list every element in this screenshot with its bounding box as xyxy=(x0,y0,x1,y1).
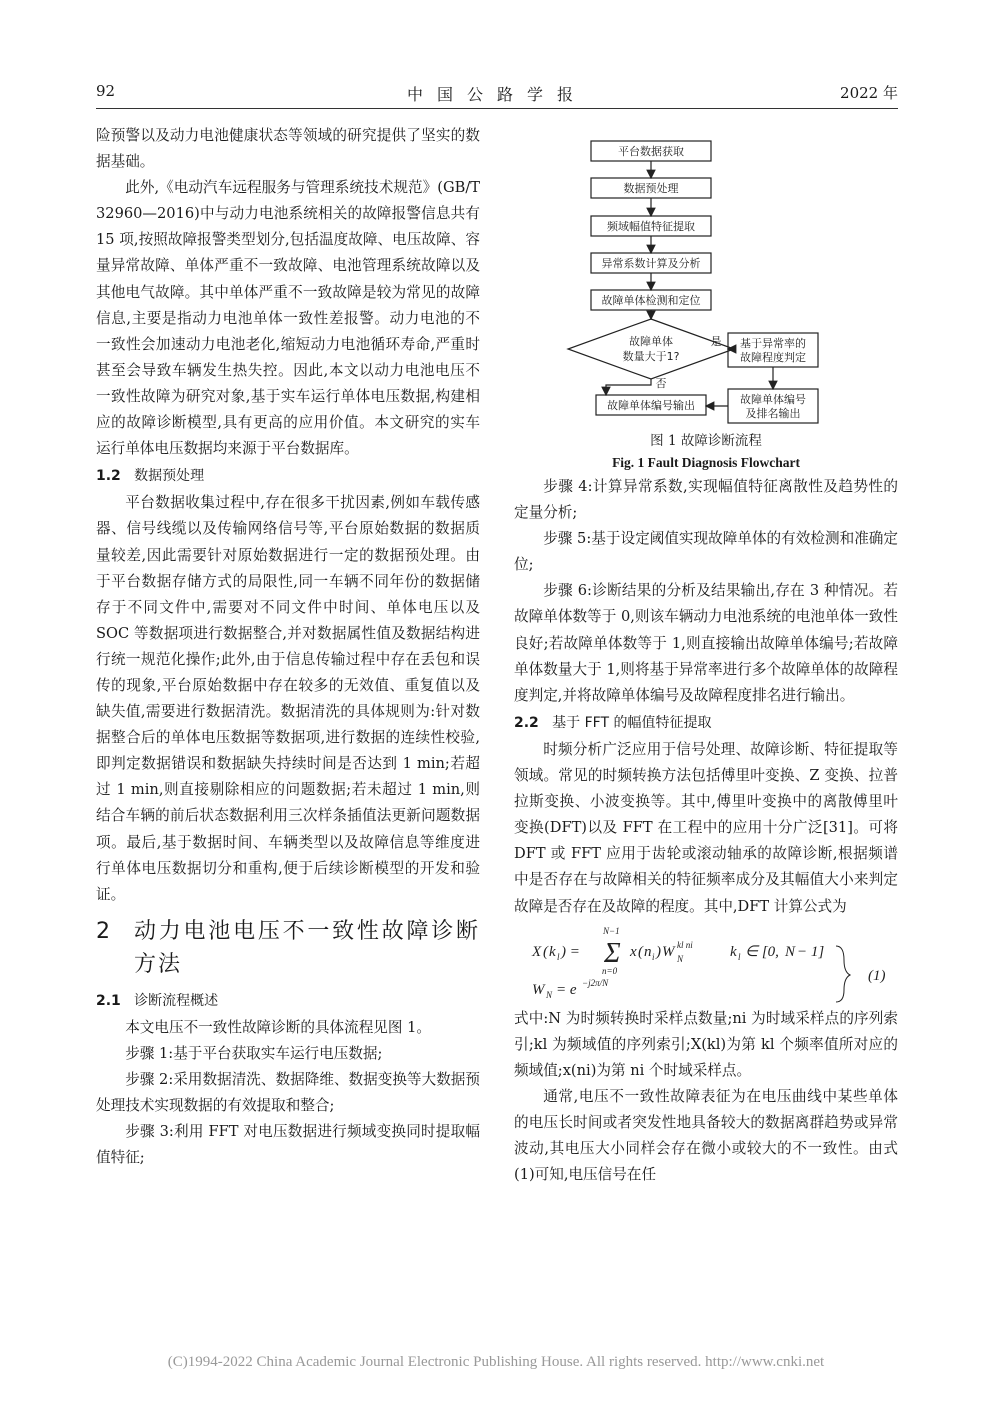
svg-text:k: k xyxy=(730,943,737,960)
paragraph: 本文电压不一致性故障诊断的具体流程见图 1。 xyxy=(125,1018,431,1036)
journal-title: 中国公路学报 xyxy=(406,85,587,104)
paragraph: 式中:N 为时频转换时采样点数量;ni 为时域采样点的序列索引;kl 为频域值的序列索引;X(kl)为第 kl 个频率值所对应的频域值;x(ni)为第 ni 个时域采样点。 xyxy=(514,1009,898,1079)
paragraph: 通常,电压不一致性故障表征为在电压曲线中某些单体的电压长时间或者突发性地具备较大的数据离群趋势或异常波动,其电压大小同样会存在微小或较大的不一致性。由式(1)可知,电压信号在任 xyxy=(514,1087,898,1184)
figure-caption-en: Fig. 1 Fault Diagnosis Flowchart xyxy=(612,455,800,470)
svg-text:n: n xyxy=(644,943,652,960)
svg-text:= e: = e xyxy=(556,981,577,998)
svg-text:W: W xyxy=(532,981,545,998)
journal-year: 2022 年 xyxy=(840,84,898,102)
svg-text:): ) xyxy=(656,943,661,960)
paragraph: 步骤 6:诊断结果的分析及结果输出,存在 3 种情况。若故障单体数等于 0,则该车辆动力电池系统的电池单体一致性良好;若故障单体数等于 1,则直接输出故障单体编号;若故障单体数量大于 1,则将基于异常率进行多个故障单体的故障程度判定,并将故障单体编号及故障程度排名进行输出。 xyxy=(514,582,898,704)
figure-caption-cn: 图 1 故障诊断流程 xyxy=(650,433,762,449)
header-rule xyxy=(96,108,898,109)
svg-text:X: X xyxy=(532,943,542,960)
rank-label-2: 及排名输出 xyxy=(745,407,801,420)
section-heading-2-2: 2.2 基于 FFT 的幅值特征提取 xyxy=(514,714,712,731)
svg-text:n=0: n=0 xyxy=(602,965,618,976)
decision-diamond xyxy=(568,319,734,379)
equation-graphic xyxy=(514,920,898,1006)
copyright-footer: (C)1994-2022 China Academic Journal Electronic Publishing House. All rights reserved. http://www.cnki.net xyxy=(167,1354,825,1370)
svg-text:l: l xyxy=(738,951,741,962)
page-number: 92 xyxy=(96,82,116,100)
paragraph: 步骤 1:基于平台获取实车运行电压数据; xyxy=(125,1045,383,1062)
severity-label-1: 基于异常率的 xyxy=(740,337,806,350)
svg-text:x: x xyxy=(630,943,637,960)
equation-1 xyxy=(514,920,898,1006)
paragraph: 步骤 5:基于设定阈值实现故障单体的有效检测和准确定位; xyxy=(514,530,898,574)
svg-text:N: N xyxy=(785,943,796,960)
rank-label-1: 故障单体编号 xyxy=(740,393,806,406)
flow-box-3-label: 频域幅值特征提取 xyxy=(607,220,695,233)
right-column xyxy=(514,123,898,1188)
flowchart-figure xyxy=(514,123,898,430)
paragraph: 步骤 4:计算异常系数,实现幅值特征离散性及趋势性的定量分析; xyxy=(514,478,898,522)
running-header xyxy=(96,82,898,110)
flow-box-5-label: 故障单体检测和定位 xyxy=(601,294,701,307)
paragraph: 此外,《电动汽车远程服务与管理系统技术规范》(GB/T 32960—2016)中与动力电池系统相关的故障报警信息共有 15 项,按照故障报警类型划分,包括温度故障、电压故障、容量异常故障、单体严重不一致故障、电池管理系统故障以及其他电气故障。其中单体严重不一致故障是较为常见的故障信息,主要是指动力电池单体一致性差报警。动力电池的不一致性会加速动力电池老化,缩短动力电池循环寿命,严重时甚至会导致车辆发生热失控。因此,本文以动力电池电压不一致性故障为研究对象,基于实车运行单体电压数据,构建相应的故障诊断模型,具有更高的应用价值。本文研究的实车运行单体电压数据均来源于平台数据库。 xyxy=(96,179,480,458)
paragraph: 平台数据收集过程中,存在很多干扰因素,例如车载传感器、信号线缆以及传输网络信号等,平台原始数据的数据质量较差,因此需要针对原始数据进行一定的数据预处理。由于平台数据存储方式的局限性,同一车辆不同年份的数据储存于不同文件中,需要对不同文件中时间、单体电压以及 SOC 等数据项进行数据整合,并对数据属性值及数据结构进行统一规范化操作;此外,由于信息传输过程中存在丢包和误传的现象,平台原始数据中存在较多的无效值、重复值以及缺失值,需要进行数据清洗。数据清洗的具体规则为:针对数据整合后的单体电压数据等数据项,进行数据的连续性校验,即判定数据错误和数据缺失持续时间是否达到 1 min;若超过 1 min,则直接剔除相应的问题数据;若未超过 1 min,则结合车辆的前后状态数据利用三次样条插值法更新问题数据项。最后,基于数据时间、车辆类型以及故障信息等维度进行单体电压数据切分和重构,便于后续诊断模型的开发和验证。 xyxy=(96,494,480,903)
svg-text:− 1]: − 1] xyxy=(797,943,825,960)
svg-text:N: N xyxy=(546,989,553,1000)
diamond-label-1: 故障单体 xyxy=(629,335,673,348)
svg-text:l: l xyxy=(557,951,560,962)
paragraph: 时频分析广泛应用于信号处理、故障诊断、特征提取等领域。常见的时频转换方法包括傅里叶变换、Z 变换、拉普拉斯变换、小波变换等。其中,傅里叶变换中的离散傅里叶变换(DFT)以及 FFT 在工程中的应用十分广泛[31]。可将 DFT 或 FFT 应用于齿轮或滚动轴承的故障诊断,根据频谱中是否存在与故障相关的特征频率成分及其幅值大小来判定故障是否存在及故障的程度。其中,DFT 计算公式为 xyxy=(514,740,898,915)
svg-text:Σ: Σ xyxy=(604,937,621,969)
severity-label-2: 故障程度判定 xyxy=(740,351,806,364)
svg-text:k: k xyxy=(549,943,556,960)
svg-text:N: N xyxy=(677,953,684,964)
id-output-label: 故障单体编号输出 xyxy=(607,399,695,412)
svg-text:) =: ) = xyxy=(561,943,580,960)
diamond-label-2: 数量大于1? xyxy=(622,350,680,363)
svg-text:−j2π/N: −j2π/N xyxy=(582,977,609,988)
svg-text:(: ( xyxy=(638,943,643,960)
svg-text:∈ [0,: ∈ [0, xyxy=(745,943,779,960)
paragraph: 步骤 3:利用 FFT 对电压数据进行频域变换同时提取幅值特征; xyxy=(96,1123,480,1167)
svg-text:W: W xyxy=(662,943,675,960)
svg-text:N−1: N−1 xyxy=(603,925,620,936)
paragraph: 步骤 2:采用数据清洗、数据降维、数据变换等大数据预处理技术实现数据的有效提取和整合; xyxy=(96,1071,480,1115)
section-heading-2: 2 动力电池电压不一致性故障诊断方法 xyxy=(96,918,480,977)
section-heading-1-2: 1.2 数据预处理 xyxy=(96,468,205,485)
flow-box-1-label: 平台数据获取 xyxy=(618,145,684,158)
paragraph: 险预警以及动力电池健康状态等领域的研究提供了坚实的数据基础。 xyxy=(96,127,480,171)
no-label: 否 xyxy=(655,377,667,390)
svg-text:(: ( xyxy=(543,943,548,960)
yes-label: 是 xyxy=(710,335,722,348)
flow-box-4-label: 异常系数计算及分析 xyxy=(601,257,701,270)
left-column xyxy=(96,123,480,1171)
flowchart xyxy=(514,123,898,430)
svg-text:i: i xyxy=(652,951,655,962)
svg-text:kl ni: kl ni xyxy=(677,939,693,950)
flow-box-2-label: 数据预处理 xyxy=(623,182,679,195)
equation-number: (1) xyxy=(868,967,886,984)
section-heading-2-1: 2.1 诊断流程概述 xyxy=(96,992,219,1009)
